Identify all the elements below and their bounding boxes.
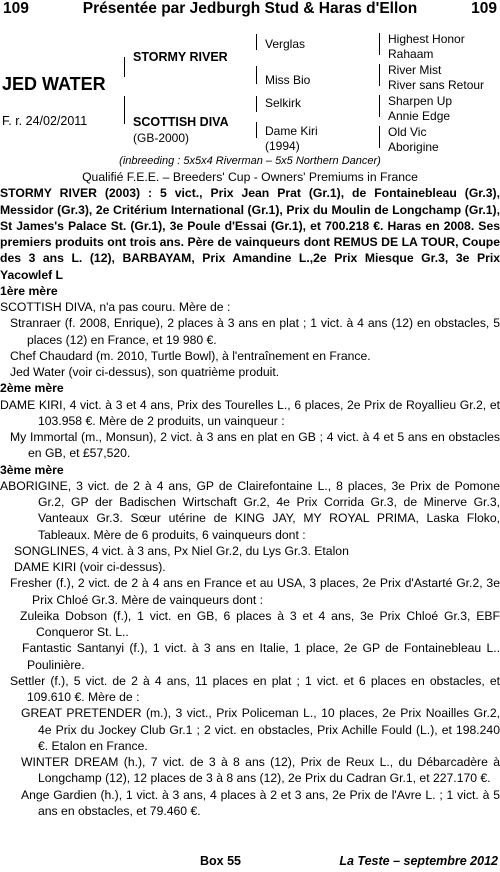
page-footer xyxy=(0,854,500,870)
sale-place-date: La Teste – septembre 2012 xyxy=(339,854,498,868)
bracket-line xyxy=(256,122,257,138)
produce-jed-water: Jed Water (voir ci-dessus), son quatrième produit. xyxy=(10,365,280,379)
dam-sire: Selkirk xyxy=(265,96,302,110)
dam-dame-kiri: DAME KIRI, 4 vict. à 3 et 4 ans, Prix des Tourelles L., 6 places, 2e Prix de Royallieu Gr.2, et 103.958 €. Mère de 2 produits, un vainqueur : xyxy=(0,397,500,428)
produce-fresher: Fresher (f.), 2 vict. de 2 à 4 ans en France et au USA, 3 places, 2e Prix d'Astarté Gr.2, 3e Prix Chloé Gr.3. Mère de vainqueurs dont : xyxy=(10,576,500,607)
bracket-line xyxy=(124,96,125,124)
sire-name: STORMY RIVER xyxy=(133,50,228,64)
ancestor-4: River sans Retour xyxy=(388,78,485,92)
third-dam-heading: 3ème mère xyxy=(0,462,64,477)
inbreeding-note: (inbreeding : 5x5x4 Riverman – 5x5 Northern Dancer) xyxy=(119,155,381,167)
ancestor-5: Sharpen Up xyxy=(388,94,453,108)
produce-songlines: SONGLINES, 4 vict. à 3 ans, Px Niel Gr.2, du Lys Gr.3. Etalon xyxy=(14,543,349,558)
horse-name: JED WATER xyxy=(2,74,106,94)
bracket-line xyxy=(124,57,125,77)
dam-name: SCOTTISH DIVA xyxy=(133,115,229,129)
produce-chef-chaudard: Chef Chaudard (m. 2010, Turtle Bowl), à l'entraînement en France. xyxy=(10,348,371,363)
bracket-line xyxy=(256,96,257,112)
bracket-line xyxy=(379,33,380,55)
produce-stranraer: Stranraer (f. 2008, Enrique), 2 places à 3 ans en plat ; 1 vict. à 4 ans (12) en obstacles, 5 places (12) en France, et 19 980 €. xyxy=(10,316,500,347)
dam-dam: Dame Kiri xyxy=(265,124,318,138)
produce-ange-gardien: Ange Gardien (h.), 1 vict. à 3 ans, 4 places à 2 et 3 ans, 2e Prix de l'Avre L. ; 1 vict. à 5 ans en obstacles, et 79.460 €. xyxy=(21,787,500,818)
dam-info: (GB-2000) xyxy=(133,131,190,145)
bracket-line xyxy=(379,64,380,86)
produce-winter-dream: WINTER DREAM (h.), 7 vict. de 3 à 8 ans (12), Prix de Reux L., du Débarcadère à Longchamp (12), 12 places de 3 à 8 ans (12), 2e Prix du Cadran Gr.1, et 227.170 €. xyxy=(21,755,500,786)
produce-settler: Settler (f.), 5 vict. de 2 à 4 ans, 11 places en plat ; 1 vict. et 6 places en obstacles, et 109.610 €. Mère de : xyxy=(10,673,500,704)
dam-aborigine: ABORIGINE, 3 vict. de 2 à 4 ans, GP de Clairefontaine L., 8 places, 3e Prix de Pomone Gr.2, GP der Badischen Wirtschaft Gr.2, 4e Prix Corrida Gr.3, de Minerve Gr.3, Vanteaux Gr.3. Sœur utérine de KING JAY, MY ROYAL PRIMA, Laska Floko, Tableaux. Mère de 6 produits, 6 vainqueurs dont : xyxy=(0,478,500,542)
sire-dam: Miss Bio xyxy=(265,73,311,87)
consignor-title: Présentée par Jedburgh Stud & Haras d'Ellon xyxy=(82,0,418,17)
lot-number-right: 109 xyxy=(471,0,497,17)
bracket-line xyxy=(379,95,380,117)
first-dam-intro: SCOTTISH DIVA, n'a pas couru. Mère de : xyxy=(0,300,231,314)
horse-info: F. r. 24/02/2011 xyxy=(2,114,88,128)
box-number: Box 55 xyxy=(200,854,241,868)
bracket-line xyxy=(256,34,257,50)
sire-record: STORMY RIVER (2003) : 5 vict., Prix Jean Prat (Gr.1), de Fontainebleau (Gr.3), Messidor (Gr.3), 2e Critérium International (Gr.1), Prix du Moulin de Longchamp (Gr.1), St James's Palace St. (Gr.1), 3e Poule d'Essai (Gr.1), et 700.218 €. Haras en 2008. Ses premiers produits ont trois ans. Père de vainqueurs dont REMUS DE LA TOUR, Coupe des 3 ans L. (12), BARBAYAM, Prix Amandine L.,2e Prix Miesque Gr.3, 3e Prix Yacowlef L xyxy=(0,186,500,282)
ancestor-6: Annie Edge xyxy=(388,109,451,123)
ancestor-3: River Mist xyxy=(388,63,442,77)
first-dam-heading: 1ère mère xyxy=(0,283,58,298)
produce-great-pretender: GREAT PRETENDER (m.), 3 vict., Prix Policeman L., 10 places, 2e Prix Noailles Gr.2, 4e Prix du Jockey Club Gr.1 ; 2 vict. en obstacles, Prix Achille Fould (L.), et 198.240 €. Etalon en France. xyxy=(21,706,500,753)
lot-number-left: 109 xyxy=(3,0,29,17)
produce-my-immortal: My Immortal (m., Monsun), 2 vict. à 3 ans en plat en GB ; 4 vict. à 4 et 5 ans en obstacles en GB, et £57,520. xyxy=(10,430,500,461)
bracket-line xyxy=(379,126,380,148)
produce-fantastic-santanyi: Fantastic Santanyi (f.), 1 vict. à 3 ans en Italie, 1 place, 2e GP de Fontainebleau L.. Poulinière. xyxy=(22,641,500,672)
dam-dam-year: (1994) xyxy=(265,139,300,153)
produce-zuleika-dobson: Zuleika Dobson (f.), 1 vict. en GB, 6 places à 3 et 4 ans, 3e Prix Chloé Gr.3, EBF Conqueror St. L.. xyxy=(20,608,500,639)
page-header xyxy=(0,0,500,20)
sire-sire: Verglas xyxy=(265,37,306,51)
qualification-line: Qualifié F.E.E. – Breeders' Cup - Owners' Premiums in France xyxy=(82,170,418,184)
ancestor-8: Aborigine xyxy=(388,140,439,154)
second-dam-heading: 2ème mère xyxy=(0,381,64,396)
ancestor-7: Old Vic xyxy=(388,125,427,139)
produce-record xyxy=(0,169,500,819)
produce-dame-kiri: DAME KIRI (voir ci-dessus). xyxy=(14,560,166,574)
bracket-line xyxy=(256,66,257,84)
ancestor-1: Highest Honor xyxy=(388,32,465,46)
ancestor-2: Rahaam xyxy=(388,47,434,61)
